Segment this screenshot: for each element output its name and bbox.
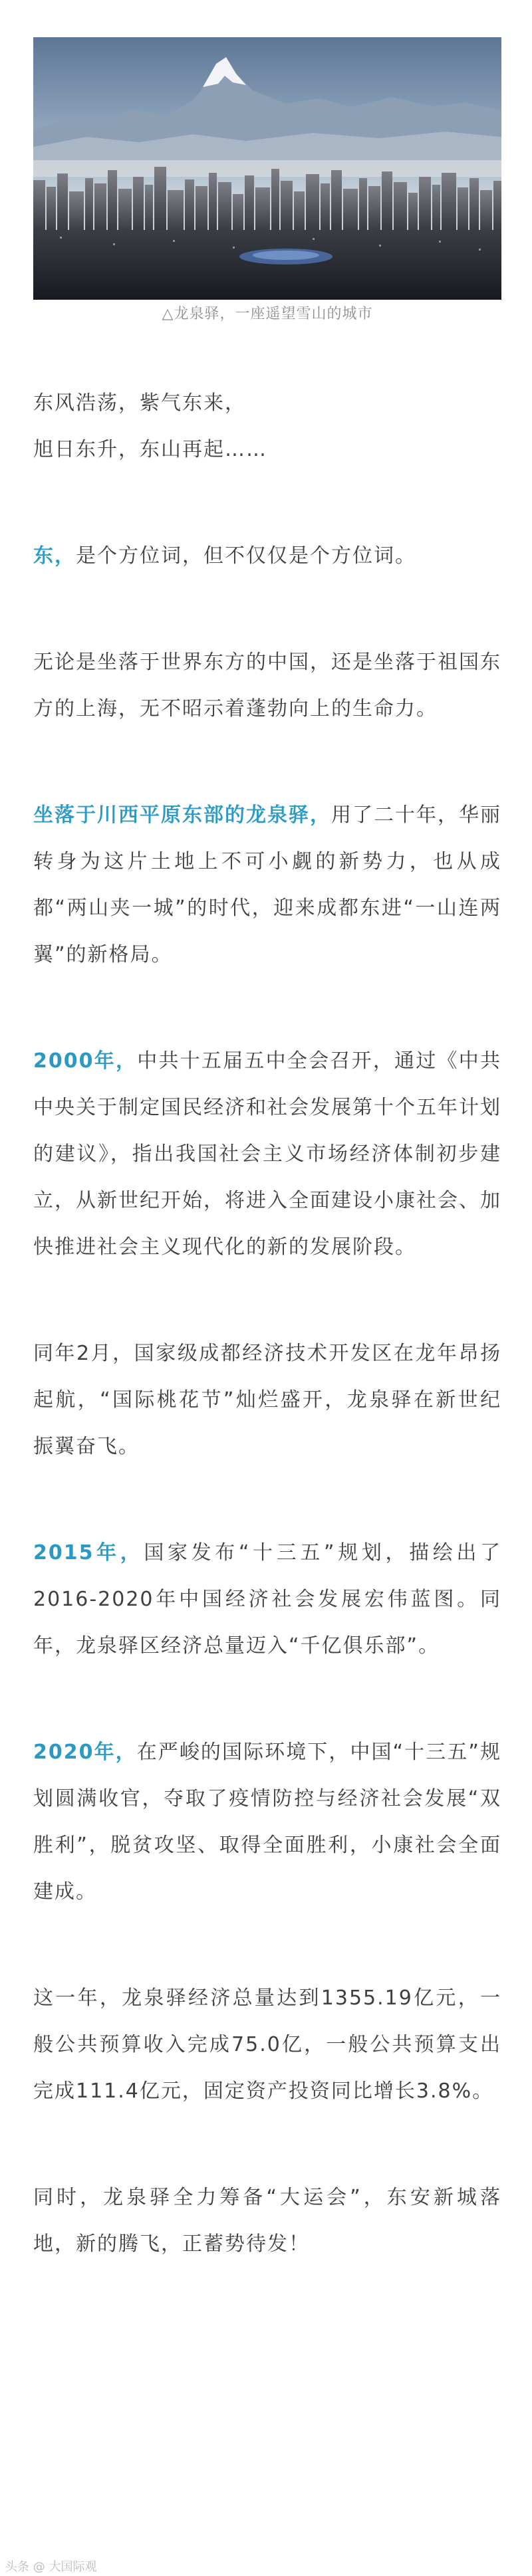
- paragraph-text: 中共十五届五中全会召开，通过《中共中央关于制定国民经济和社会发展第十个五年计划的建议》，指出我国社会主义市场经济体制初步建立，从新世纪开始，将进入全面建设小康社会、加快推进社会主义现代化的新的发展阶段。: [33, 1049, 502, 1259]
- paragraph-text: 这一年，龙泉驿经济总量达到1355.19亿元，一般公共预算收入完成75.0亿，一般公共预算支出完成111.4亿元，固定资产投资同比增长3.8%。: [33, 1986, 501, 2103]
- paragraph-lead: 2020年，: [33, 1741, 137, 1764]
- paragraph-intro-2: [33, 427, 501, 473]
- paragraph-text: 东风浩荡，紫气东来，: [33, 391, 246, 415]
- paragraph-vitality: [33, 639, 501, 732]
- paragraph-text: 无论是坐落于世界东方的中国，还是坐落于祖国东方的上海，无不昭示着蓬勃向上的生命力。: [33, 651, 501, 720]
- article-body: [33, 380, 501, 2268]
- paragraph-2000: [33, 1038, 501, 1271]
- paragraph-lead: 东，: [33, 544, 76, 568]
- image-caption: △龙泉驿，一座遥望雪山的城市: [162, 306, 373, 322]
- paragraph-economy: [33, 1975, 501, 2115]
- hero-image: [33, 37, 501, 300]
- paragraph-lead: 2000年，: [33, 1049, 138, 1073]
- paragraph-text: 旭日东升，东山再起……: [33, 438, 267, 461]
- paragraph-same-year: [33, 1331, 501, 1470]
- paragraph-2015: [33, 1530, 501, 1669]
- paragraph-text: 国家发布“十三五”规划，描绘出了2016-2020年中国经济社会发展宏伟蓝图。同年，龙泉驿区经济总量迈入“千亿俱乐部”。: [33, 1541, 501, 1658]
- paragraph-text: 用了二十年，华丽转身为这片土地上不可小觑的新势力，也从成都“两山夹一城”的时代，迎来成都东进“一山连两翼”的新格局。: [33, 804, 501, 966]
- paragraph-intro-1: [33, 380, 501, 427]
- paragraph-text: 在严峻的国际环境下，中国“十三五”规划圆满收官，夺取了疫情防控与经济社会发展“双胜利”，脱贫攻坚、取得全面胜利，小康社会全面建成。: [33, 1741, 501, 1903]
- paragraph-text: 是个方位词，但不仅仅是个方位词。: [76, 544, 416, 568]
- paragraph-text: 同年2月，国家级成都经济技术开发区在龙年昂扬起航，“国际桃花节”灿烂盛开，龙泉驿在新世纪振翼奋飞。: [33, 1342, 501, 1458]
- paragraph-lead: 坐落于川西平原东部的龙泉驿，: [33, 804, 331, 827]
- paragraph-east: [33, 533, 501, 580]
- city-skyline-snow-mountain-image: [33, 37, 501, 300]
- paragraph-longquanyi: [33, 792, 501, 978]
- paragraph-lead: 2015年，: [33, 1541, 144, 1564]
- watermark: 头条 @ 大国际观: [5, 2560, 97, 2574]
- paragraph-2020: [33, 1729, 501, 1915]
- paragraph-future: [33, 2175, 501, 2268]
- paragraph-text: 同时，龙泉驿全力筹备“大运会”，东安新城落地，新的腾飞，正蓄势待发！: [33, 2186, 501, 2256]
